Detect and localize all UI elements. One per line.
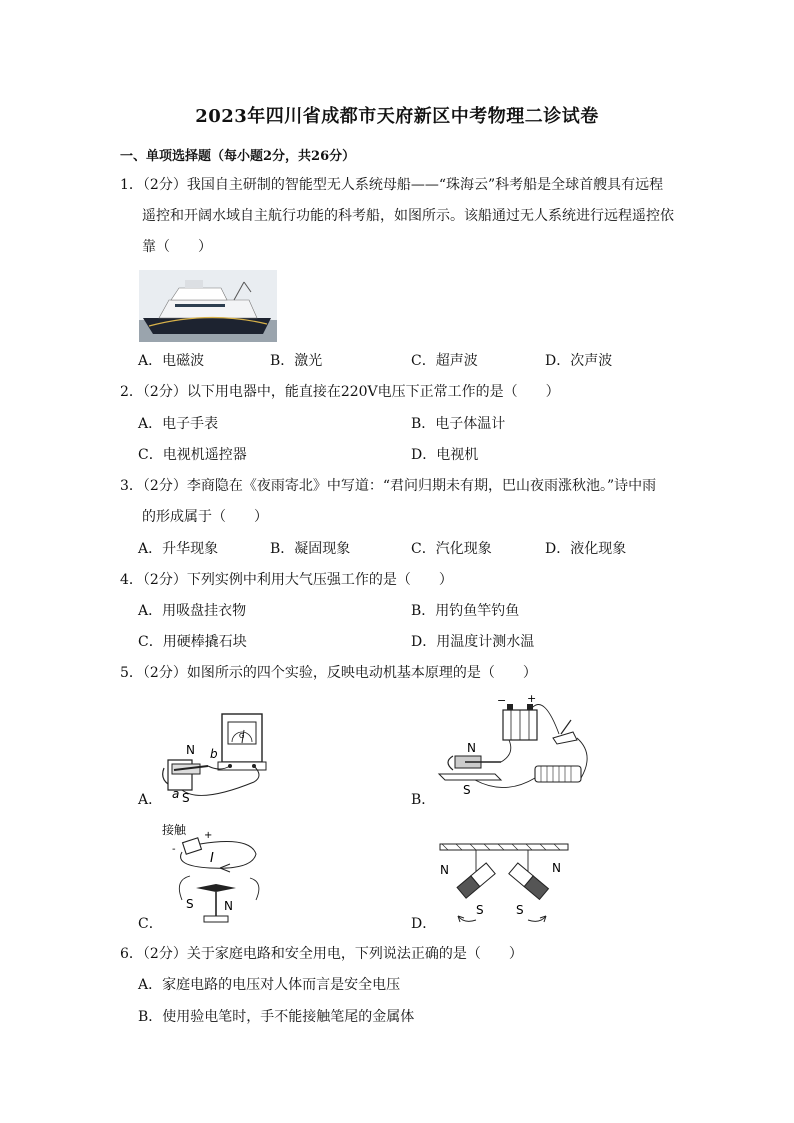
q2-option-b[interactable]: B．电子体温计 <box>411 416 506 432</box>
fig-d-label-s1: S <box>476 903 484 917</box>
q1-stem-line2: 遥控和开阔水域自主航行功能的科考船，如图所示。该船通过无人系统进行远程遥控依 <box>142 208 674 224</box>
q4-option-d[interactable]: D．用温度计测水温 <box>411 634 535 650</box>
question-4 <box>120 565 680 596</box>
fig-c-label-touch: 接触 <box>162 823 187 837</box>
fig-b-label-plus: + <box>527 694 537 705</box>
figure-a-generator <box>160 712 270 804</box>
q4-stem-line1: 4．（2分）下列实例中利用大气压强工作的是（ ） <box>120 572 453 588</box>
q3-stem-line1: 3．（2分）李商隐在《夜雨寄北》中写道：“君问归期未有期，巴山夜雨涨秋池。”诗中雨 <box>120 478 657 494</box>
fig-a-label-b: b <box>210 747 218 761</box>
q2-stem-line1: 2．（2分）以下用电器中，能直接在220V电压下正常工作的是（ ） <box>120 384 560 400</box>
q3-option-c[interactable]: C．汽化现象 <box>411 541 492 557</box>
fig-a-label-n: N <box>186 743 195 757</box>
question-3 <box>120 471 680 533</box>
fig-d-label-s2: S <box>516 903 524 917</box>
fig-c-label-n: N <box>224 899 233 913</box>
question-6 <box>120 939 680 970</box>
question-5 <box>120 658 680 689</box>
q5-option-a[interactable]: A． <box>138 792 163 808</box>
q2-option-d[interactable]: D．电视机 <box>411 447 479 463</box>
q4-option-a[interactable]: A．用吸盘挂衣物 <box>138 603 247 619</box>
question-2 <box>120 377 680 408</box>
fig-c-label-s: S <box>186 897 194 911</box>
fig-c-label-plus: + <box>204 830 213 841</box>
q1-option-d[interactable]: D．次声波 <box>545 353 613 369</box>
q1-option-a[interactable]: A．电磁波 <box>138 353 205 369</box>
q1-stem-line3: 靠（ ） <box>142 239 212 255</box>
question-1 <box>120 170 680 263</box>
figure-c-oersted <box>160 820 270 928</box>
q5-option-b[interactable]: B． <box>411 792 436 808</box>
q5-stem-line1: 5．（2分）如图所示的四个实验，反映电动机基本原理的是（ ） <box>120 665 537 681</box>
page-title: 2023年四川省成都市天府新区中考物理二诊试卷 <box>195 106 599 127</box>
svg-text:G: G <box>239 732 245 740</box>
q3-option-b[interactable]: B．凝固现象 <box>270 541 351 557</box>
fig-b-label-minus: − <box>497 694 507 707</box>
fig-c-label-i: I <box>210 851 214 866</box>
fig-a-label-a: a <box>172 787 180 801</box>
ship-photo <box>139 270 277 342</box>
q1-option-b[interactable]: B．激光 <box>270 353 323 369</box>
q5-option-c[interactable]: C． <box>138 916 163 932</box>
fig-b-label-s: S <box>463 783 471 797</box>
q5-option-d[interactable]: D． <box>411 916 437 932</box>
q6-option-b[interactable]: B．使用验电笔时，手不能接触笔尾的金属体 <box>138 1009 415 1025</box>
q4-option-b[interactable]: B．用钓鱼竿钓鱼 <box>411 603 520 619</box>
fig-a-label-s: S <box>182 791 190 804</box>
q2-option-c[interactable]: C．电视机遥控器 <box>138 447 247 463</box>
figure-d-magnets <box>436 842 576 930</box>
q3-stem-line2: 的形成属于（ ） <box>142 509 268 525</box>
q1-option-c[interactable]: C．超声波 <box>411 353 478 369</box>
section-heading: 一、单项选择题（每小题2分，共26分） <box>120 149 356 164</box>
fig-d-label-n2: N <box>552 861 561 875</box>
fig-d-label-n1: N <box>440 863 449 877</box>
figure-b-electromagnet <box>435 694 595 804</box>
fig-b-label-n: N <box>467 741 476 755</box>
q2-option-a[interactable]: A．电子手表 <box>138 416 219 432</box>
fig-c-label-minus: - <box>172 844 176 855</box>
q4-option-c[interactable]: C．用硬棒撬石块 <box>138 634 247 650</box>
q3-option-a[interactable]: A．升华现象 <box>138 541 219 557</box>
q3-option-d[interactable]: D．液化现象 <box>545 541 627 557</box>
q1-stem-line1: 1．（2分）我国自主研制的智能型无人系统母船——“珠海云”科考船是全球首艘具有远程 <box>120 177 664 193</box>
q6-stem-line1: 6．（2分）关于家庭电路和安全用电，下列说法正确的是（ ） <box>120 946 523 962</box>
q6-option-a[interactable]: A．家庭电路的电压对人体而言是安全电压 <box>138 977 401 993</box>
